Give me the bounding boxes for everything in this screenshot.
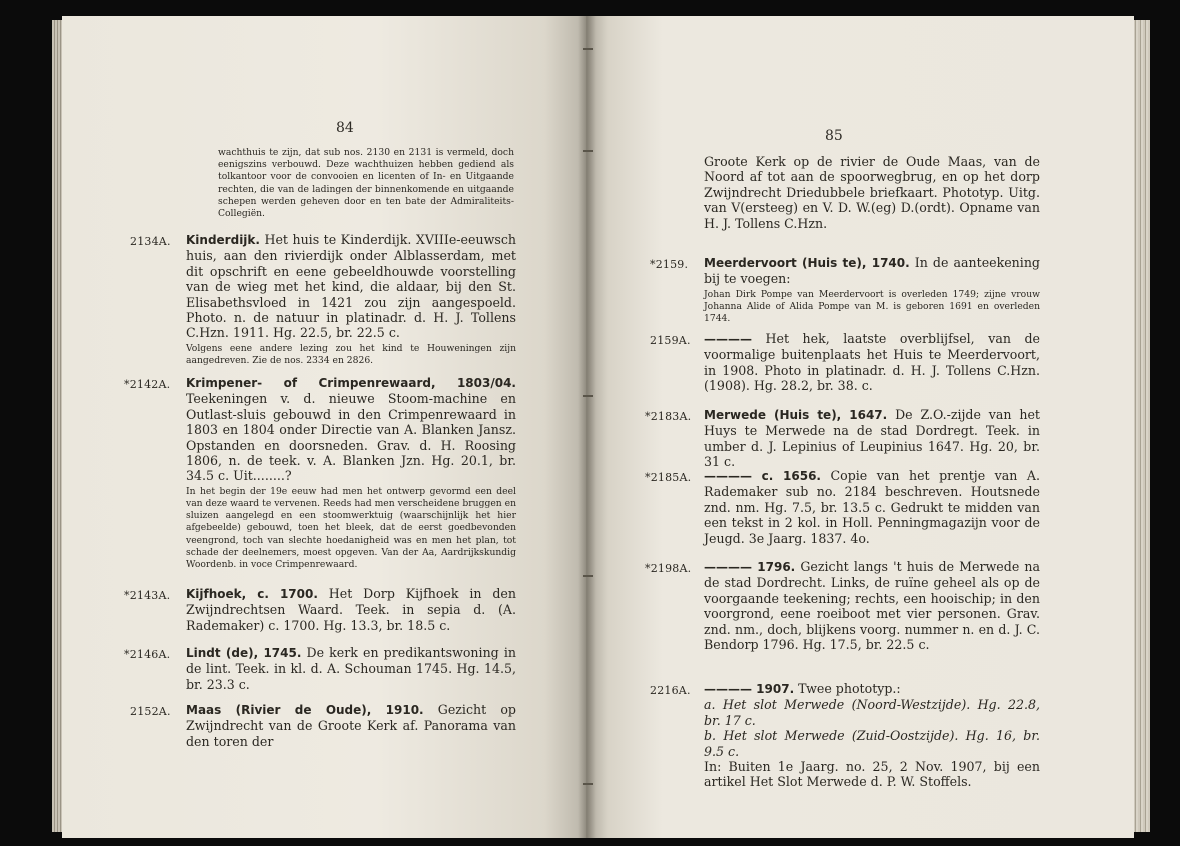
entry-number: *2159.	[650, 258, 689, 271]
entry-text: De kerk en predikantswoning in de lint. Teek. in kl. d. A. Schouman 1745. Hg. 14.5, br. 23.3 c.	[186, 645, 516, 692]
entry-text: In de aanteekening bij te voegen:	[704, 255, 1040, 287]
entry-subitem: b. Het slot Merwede (Zuid-Oostzijde). Hg. 16, br. 9.5 c.	[704, 728, 1040, 759]
catalog-entry	[704, 468, 1040, 546]
catalog-entry	[704, 255, 1040, 325]
entry-note: In het begin der 19e eeuw had men het ontwerp gevormd een deel van deze waard te vervenen. Reeds had men verscheidene bruggen en sluizen aangelegd en een stoomwerktuig (waarschijnlijk het hier afgebeelde) gebouwd, toen het bleek, dat de eerst goedbevonden veengrond, toch van slechte hoedanigheid was en men het plan, tot schade der deelnemers, moest opgeven. Van der Aa, Aardrijkskundig Woordenb. in voce Crimpenrewaard.	[186, 485, 516, 571]
entry-note: Volgens eene andere lezing zou het kind te Houweningen zijn aangedreven. Zie de nos. 2334 en 2826.	[186, 342, 516, 367]
catalog-entry	[704, 331, 1040, 394]
page-number-left: 84	[336, 120, 354, 136]
catalog-entry	[704, 407, 1040, 470]
entry-number: *2185A.	[645, 471, 692, 484]
entry-number: *2198A.	[645, 562, 692, 575]
entry-number: *2142A.	[124, 378, 171, 391]
entry-text: Gezicht op Zwijndrecht van de Groote Kerk af. Panorama van den toren der	[186, 702, 516, 749]
entry-heading: Lindt (de), 1745.	[186, 646, 302, 660]
entry-text: Twee phototyp.:	[798, 681, 901, 696]
entry-heading: Kijfhoek, c. 1700.	[186, 587, 318, 601]
catalog-entry	[186, 702, 516, 749]
entry-heading: ———— 1907.	[704, 682, 795, 696]
entry-text: De Z.O.-zijde van het Huys te Merwede na de stad Dordregt. Teek. in umber d. J. Lepinius of Leupinius 1647. Hg. 20, br. 31 c.	[704, 407, 1040, 470]
entry-number: 2159A.	[650, 334, 691, 347]
entry-number: *2146A.	[124, 648, 171, 661]
catalog-entry	[186, 375, 516, 571]
entry-number: *2183A.	[645, 410, 692, 423]
continued-text: Groote Kerk op de rivier de Oude Maas, van de Noord af tot aan de spoorwegbrug, en op het dorp Zwijndrecht Driedubbele briefkaart. Phototyp. Uitg. van V(ersteeg) en V. D. W.(eg) D.(ordt). Opname van H. J. Tollens C.Hzn.	[704, 154, 1040, 231]
entry-text: Teekeningen v. d. nieuwe Stoom-machine en Outlast-sluis gebouwd in den Crimpenrewaard in 1803 en 1804 onder Directie van A. Blanken Jansz. Opstanden en doorsneden. Grav. d. H. Roosing 1806, n. de teek. v. A. Blanken Jzn. Hg. 20.1, br. 34.5 c. Uit........?	[186, 391, 516, 484]
binding-stitch	[583, 150, 593, 152]
catalog-entry	[186, 232, 516, 367]
entry-number: 2152A.	[130, 705, 171, 718]
entry-subitem: In: Buiten 1e Jaarg. no. 25, 2 Nov. 1907, bij een artikel Het Slot Merwede d. P. W. Stoffels.	[704, 759, 1040, 790]
entry-heading: Meerdervoort (Huis te), 1740.	[704, 256, 910, 270]
entry-heading: Kinderdijk.	[186, 233, 260, 247]
entry-heading: Maas (Rivier de Oude), 1910.	[186, 703, 424, 717]
entry-text: Copie van het prentje van A. Rademaker sub no. 2184 beschreven. Houtsnede znd. nm. Hg. 7.5, br. 13.5 c. Gedrukt te midden van een tekst in 2 kol. in Holl. Penningmagazijn voor de Jeugd. 3e Jaarg. 1837. 4o.	[704, 468, 1040, 546]
binding-stitch	[583, 48, 593, 50]
catalog-entry	[704, 559, 1040, 652]
book-gutter	[578, 16, 596, 838]
entry-heading: ———— 1796.	[704, 560, 796, 574]
intro-note: wachthuis te zijn, dat sub nos. 2130 en 2131 is vermeld, doch eenigszins verbouwd. Deze wachthuizen hebben gediend als tolkantoor voor de convooien en licenten of In- en Uitgaande rechten, die van de ladingen der binnenkomende en uitgaande schepen werden geheven door en ten bate der Admiraliteits-Collegiën.	[218, 147, 514, 220]
entry-heading: Merwede (Huis te), 1647.	[704, 408, 888, 422]
entry-text: Het huis te Kinderdijk. XVIIIe-eeuwsch huis, aan den rivierdijk onder Alblasserdam, met dit opschrift en eene gebeeldhouwde voorstelling van de wieg met het kind, die aldaar, bij den St. Elisabethsvloed in 1421 zou zijn aangespoeld. Photo. n. de natuur in platinadr. d. H. J. Tollens C.Hzn. 1911. Hg. 22.5, br. 22.5 c.	[186, 232, 516, 341]
entry-subitem: a. Het slot Merwede (Noord-Westzijde). Hg. 22.8, br. 17 c.	[704, 697, 1040, 728]
entry-note: Johan Dirk Pompe van Meerdervoort is overleden 1749; zijne vrouw Johanna Alide of Alida Pompe van M. is geboren 1691 en overleden 1744.	[704, 288, 1040, 325]
page-number-right: 85	[825, 128, 843, 144]
entry-number: *2143A.	[124, 589, 171, 602]
entry-number: 2216A.	[650, 684, 691, 697]
entry-heading: ————	[704, 332, 752, 346]
catalog-entry	[186, 645, 516, 692]
entry-text: Gezicht langs 't huis de Merwede na de stad Dordrecht. Links, de ruïne geheel als op de voorgaande teekening; rechts, een hooischip; in den voorgrond, eene roeiboot met vier personen. Grav. znd. nm., doch, blijkens voorg. nummer n. en d. J. C. Bendorp 1796. Hg. 17.5, br. 22.5 c.	[704, 559, 1040, 653]
entry-text: Het Dorp Kijfhoek in den Zwijndrechtsen Waard. Teek. in sepia d. (A. Rademaker) c. 1700. Hg. 13.3, br. 18.5 c.	[186, 586, 516, 633]
catalog-entry	[704, 681, 1040, 790]
binding-stitch	[583, 783, 593, 785]
binding-stitch	[583, 395, 593, 397]
catalog-entry	[186, 586, 516, 633]
entry-heading: ———— c. 1656.	[704, 469, 821, 483]
entry-heading: Krimpener- of Crimpenrewaard, 1803/04.	[186, 376, 516, 390]
entry-text: Het hek, laatste overblijfsel, van de voormalige buitenplaats het Huis te Meerdervoort, in 1908. Photo in platinadr. d. H. J. Tollens C.Hzn. (1908). Hg. 28.2, br. 38. c.	[704, 331, 1040, 394]
binding-stitch	[583, 575, 593, 577]
entry-number: 2134A.	[130, 235, 171, 248]
